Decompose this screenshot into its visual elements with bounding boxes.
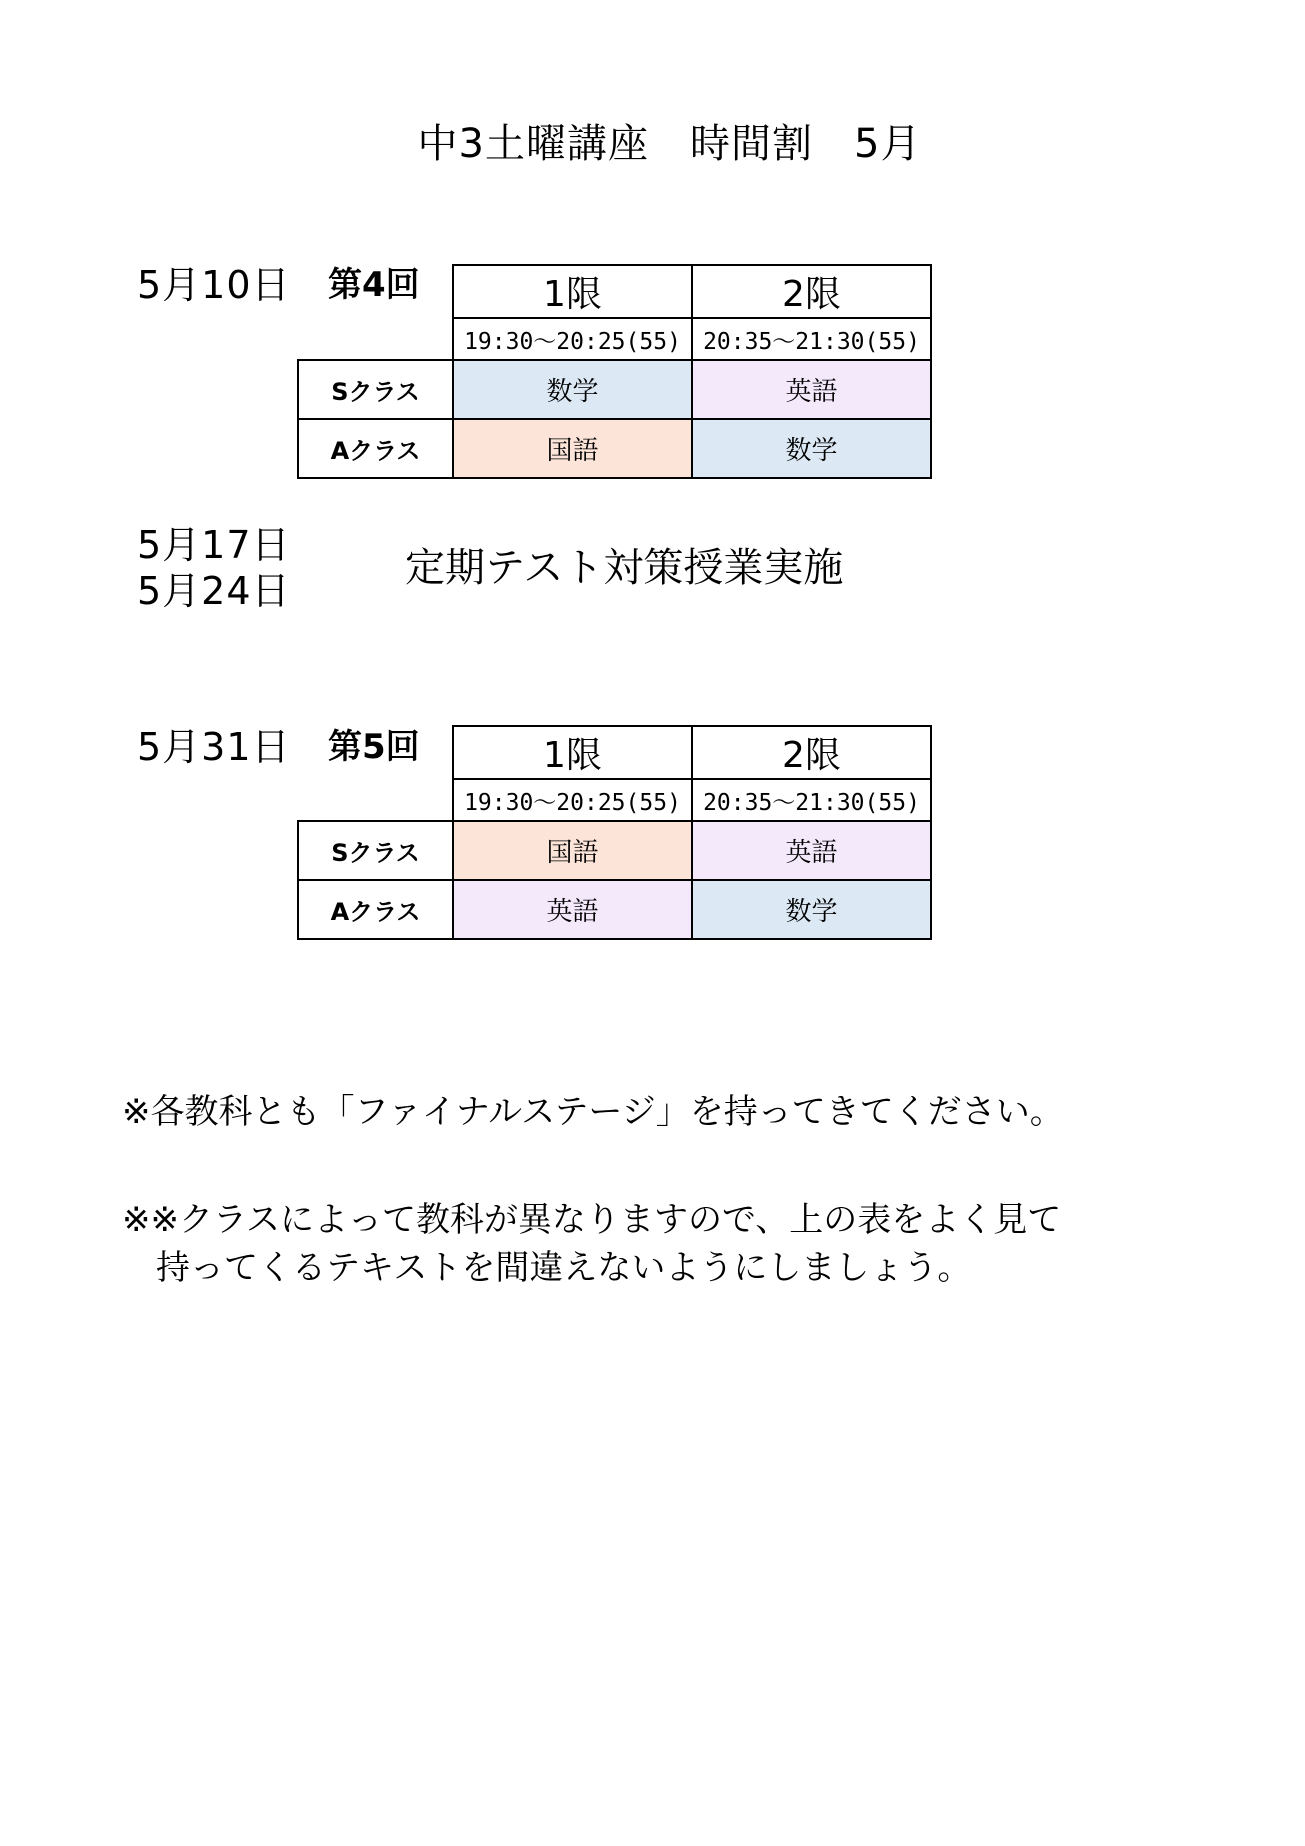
exam-prep-notice: 定期テスト対策授業実施 — [405, 545, 844, 591]
session-label-4: 第4回 — [328, 265, 420, 305]
subject-cell: 国語 — [453, 821, 692, 880]
period-2-header: 2限 — [692, 265, 931, 318]
note-class-difference-line1: ※※クラスによって教科が異なりますので、上の表をよく見て — [122, 1200, 1062, 1240]
table-row — [298, 880, 931, 939]
subject-cell: 英語 — [453, 880, 692, 939]
subject-cell: 国語 — [453, 419, 692, 478]
period-1-header: 1限 — [453, 726, 692, 779]
date-may-31: 5月31日 — [137, 725, 291, 769]
period-1-time: 19:30～20:25(55) — [453, 318, 692, 360]
note-class-difference-line2: 持ってくるテキストを間違えないようにしましょう。 — [122, 1248, 972, 1288]
period-2-time: 20:35～21:30(55) — [692, 318, 931, 360]
session-label-5: 第5回 — [328, 727, 420, 767]
date-may-17: 5月17日 — [137, 523, 291, 567]
class-label: Aクラス — [298, 419, 453, 478]
period-2-time: 20:35～21:30(55) — [692, 779, 931, 821]
period-1-time: 19:30～20:25(55) — [453, 779, 692, 821]
table-row — [298, 821, 931, 880]
date-may-24: 5月24日 — [137, 569, 291, 613]
note-bring-textbook: ※各教科とも「ファイナルステージ」を持ってきてください。 — [122, 1092, 1064, 1132]
subject-cell: 英語 — [692, 360, 931, 419]
date-may-10: 5月10日 — [137, 263, 291, 307]
subject-cell: 英語 — [692, 821, 931, 880]
table-row — [298, 360, 931, 419]
subject-cell: 数学 — [453, 360, 692, 419]
subject-cell: 数学 — [692, 419, 931, 478]
period-2-header: 2限 — [692, 726, 931, 779]
page-title: 中3土曜講座 時間割 5月 — [417, 121, 922, 167]
period-1-header: 1限 — [453, 265, 692, 318]
timetable-may-10 — [297, 264, 932, 479]
subject-cell: 数学 — [692, 880, 931, 939]
class-label: Sクラス — [298, 821, 453, 880]
timetable-may-31 — [297, 725, 932, 940]
table-row — [298, 419, 931, 478]
class-label: Aクラス — [298, 880, 453, 939]
class-label: Sクラス — [298, 360, 453, 419]
